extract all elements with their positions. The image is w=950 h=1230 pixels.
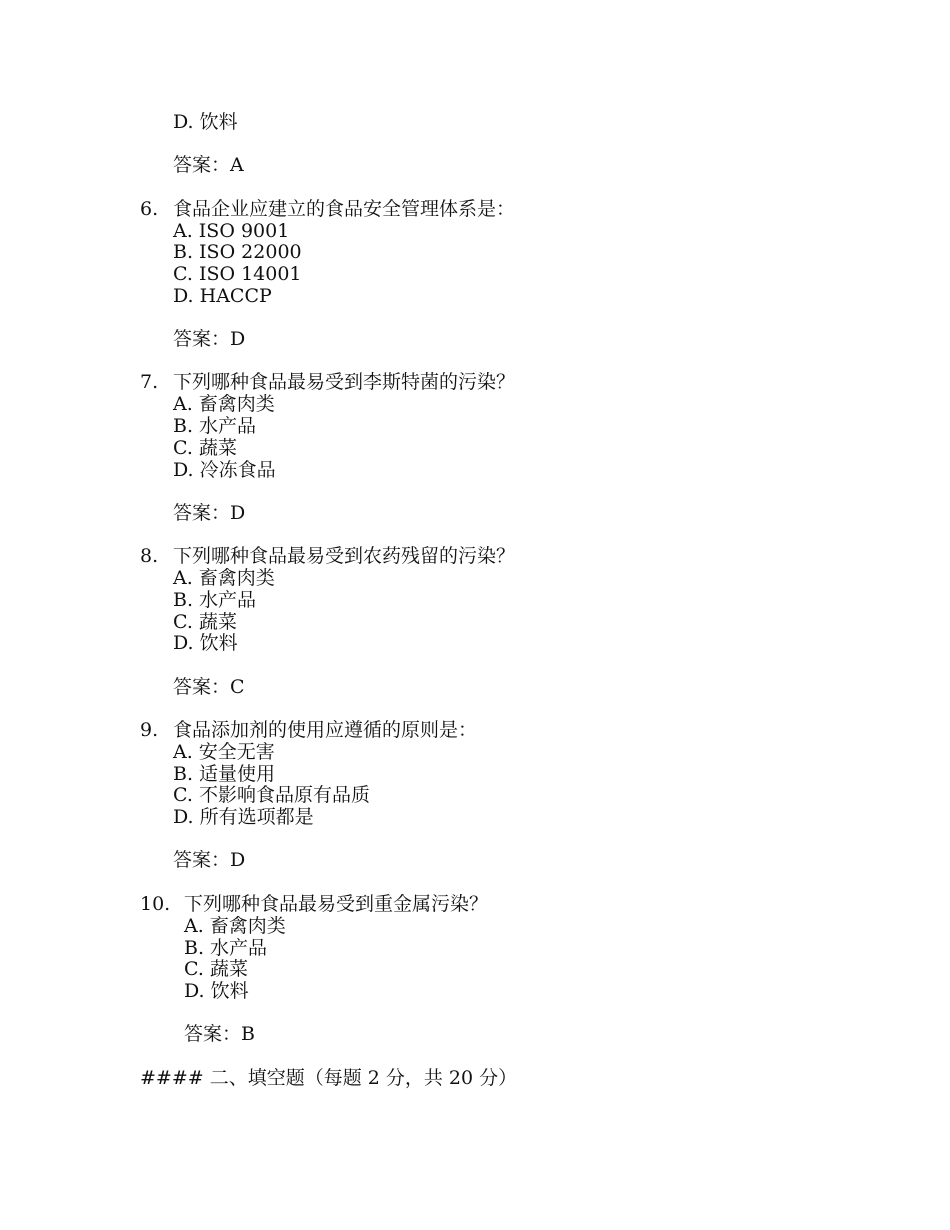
option-d: D. 饮料 — [173, 111, 238, 133]
question-text: 食品添加剂的使用应遵循的原则是： — [173, 719, 478, 741]
option-b: B. ISO 22000 — [173, 241, 302, 263]
answer: 答案：A — [173, 154, 244, 176]
option-b: B. 水产品 — [173, 589, 257, 611]
section-heading: #### 二、填空题（每题 2 分，共 20 分） — [140, 1067, 518, 1089]
question-number: 6. — [140, 198, 159, 220]
question-number: 7. — [140, 371, 159, 393]
question-text: 食品企业应建立的食品安全管理体系是： — [173, 198, 516, 220]
answer: 答案：C — [173, 676, 245, 698]
question-number: 10. — [140, 893, 171, 915]
answer: 答案：B — [184, 1023, 255, 1045]
option-c: C. ISO 14001 — [173, 263, 302, 285]
option-a: A. 畜禽肉类 — [184, 915, 286, 937]
option-c: C. 蔬菜 — [184, 958, 248, 980]
option-d: D. 冷冻食品 — [173, 459, 276, 481]
answer: 答案：D — [173, 849, 246, 871]
option-c: C. 蔬菜 — [173, 611, 237, 633]
option-d: D. 饮料 — [184, 980, 249, 1002]
question-number: 9. — [140, 719, 159, 741]
option-d: D. 饮料 — [173, 632, 238, 654]
question-text: 下列哪种食品最易受到李斯特菌的污染？ — [173, 371, 516, 393]
option-b: B. 水产品 — [184, 937, 268, 959]
answer: 答案：D — [173, 328, 246, 350]
question-number: 8. — [140, 545, 159, 567]
option-a: A. ISO 9001 — [173, 220, 290, 242]
answer: 答案：D — [173, 502, 246, 524]
option-b: B. 水产品 — [173, 415, 257, 437]
option-d: D. 所有选项都是 — [173, 806, 314, 828]
option-c: C. 蔬菜 — [173, 437, 237, 459]
option-d: D. HACCP — [173, 285, 272, 307]
option-a: A. 畜禽肉类 — [173, 393, 275, 415]
option-b: B. 适量使用 — [173, 763, 276, 785]
question-text: 下列哪种食品最易受到重金属污染？ — [184, 893, 489, 915]
option-c: C. 不影响食品原有品质 — [173, 784, 370, 806]
option-a: A. 安全无害 — [173, 741, 275, 763]
option-a: A. 畜禽肉类 — [173, 567, 275, 589]
question-text: 下列哪种食品最易受到农药残留的污染？ — [173, 545, 516, 567]
